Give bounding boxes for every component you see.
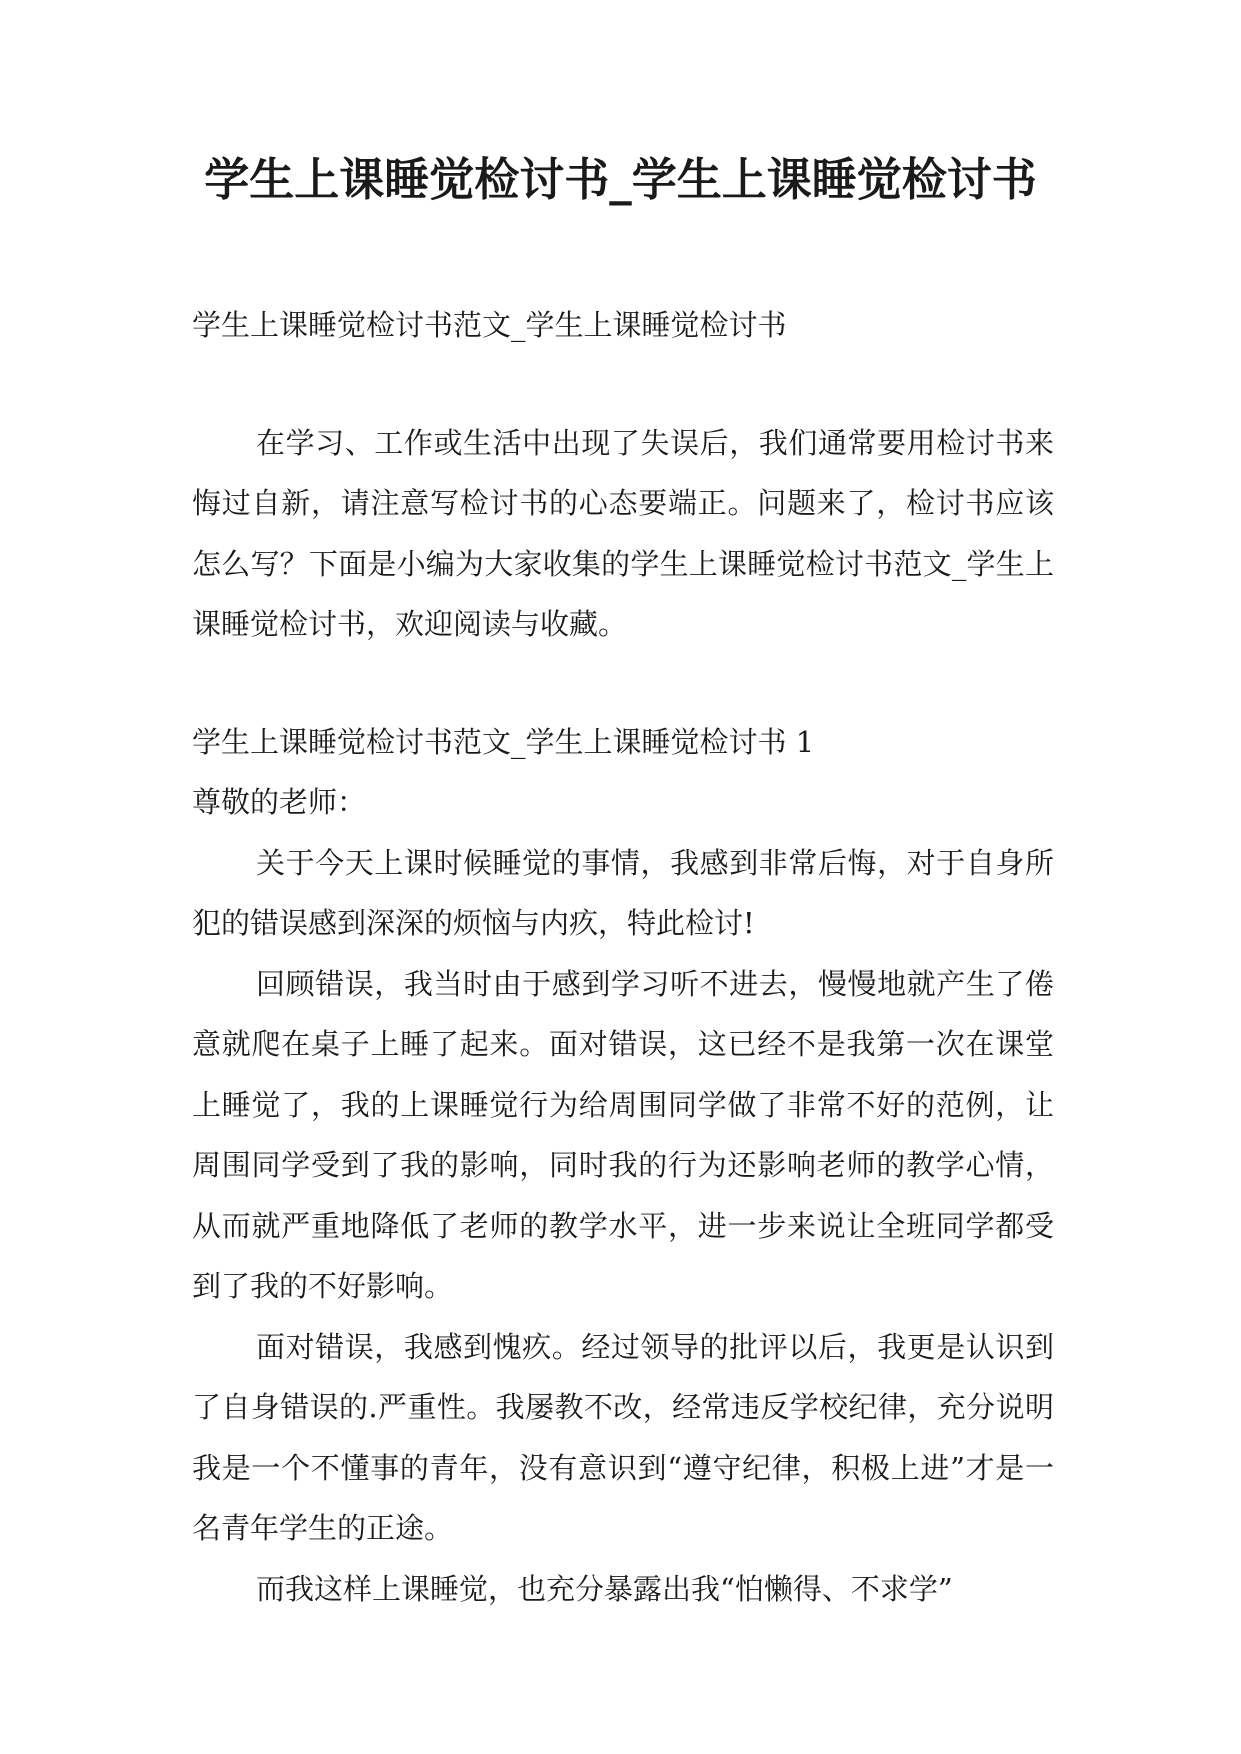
document-body: [192, 295, 1054, 1619]
document-subtitle: 学生上课睡觉检讨书范文_学生上课睡觉检讨书: [192, 308, 787, 342]
document-title: 学生上课睡觉检讨书_学生上课睡觉检讨书: [204, 153, 1037, 206]
body-paragraph: 而我这样上课睡觉，也充分暴露出我“怕懒得、不求学”: [256, 1571, 953, 1606]
body-paragraph: 面对错误，我感到愧疚。经过领导的批评以后，我更是认识到了自身错误的.严重性。我屡教不改，经常违反学校纪律，充分说明我是一个不懂事的青年，没有意识到“遵守纪律，积极上进”才是一名青年学生的正途。: [192, 1329, 1054, 1545]
section-heading: 学生上课睡觉检讨书范文_学生上课睡觉检讨书 1: [192, 724, 815, 759]
salutation: 尊敬的老师：: [192, 785, 367, 819]
intro-paragraph: 在学习、工作或生活中出现了失误后，我们通常要用检讨书来悔过自新，请注意写检讨书的心态要端正。问题来了，检讨书应该怎么写？下面是小编为大家收集的学生上课睡觉检讨书范文_学生上课睡觉检讨书，欢迎阅读与收藏。: [192, 425, 1054, 641]
body-paragraph: 回顾错误，我当时由于感到学习听不进去，慢慢地就产生了倦意就爬在桌子上睡了起来。面对错误，这已经不是我第一次在课堂上睡觉了，我的上课睡觉行为给周围同学做了非常不好的范例，让周围同学受到了我的影响，同时我的行为还影响老师的教学心情，从而就严重地降低了老师的教学水平，进一步来说让全班同学都受到了我的不好影响。: [192, 966, 1054, 1303]
body-paragraph: 关于今天上课时候睡觉的事情，我感到非常后悔，对于自身所犯的错误感到深深的烦恼与内疚，特此检讨!: [192, 845, 1054, 940]
